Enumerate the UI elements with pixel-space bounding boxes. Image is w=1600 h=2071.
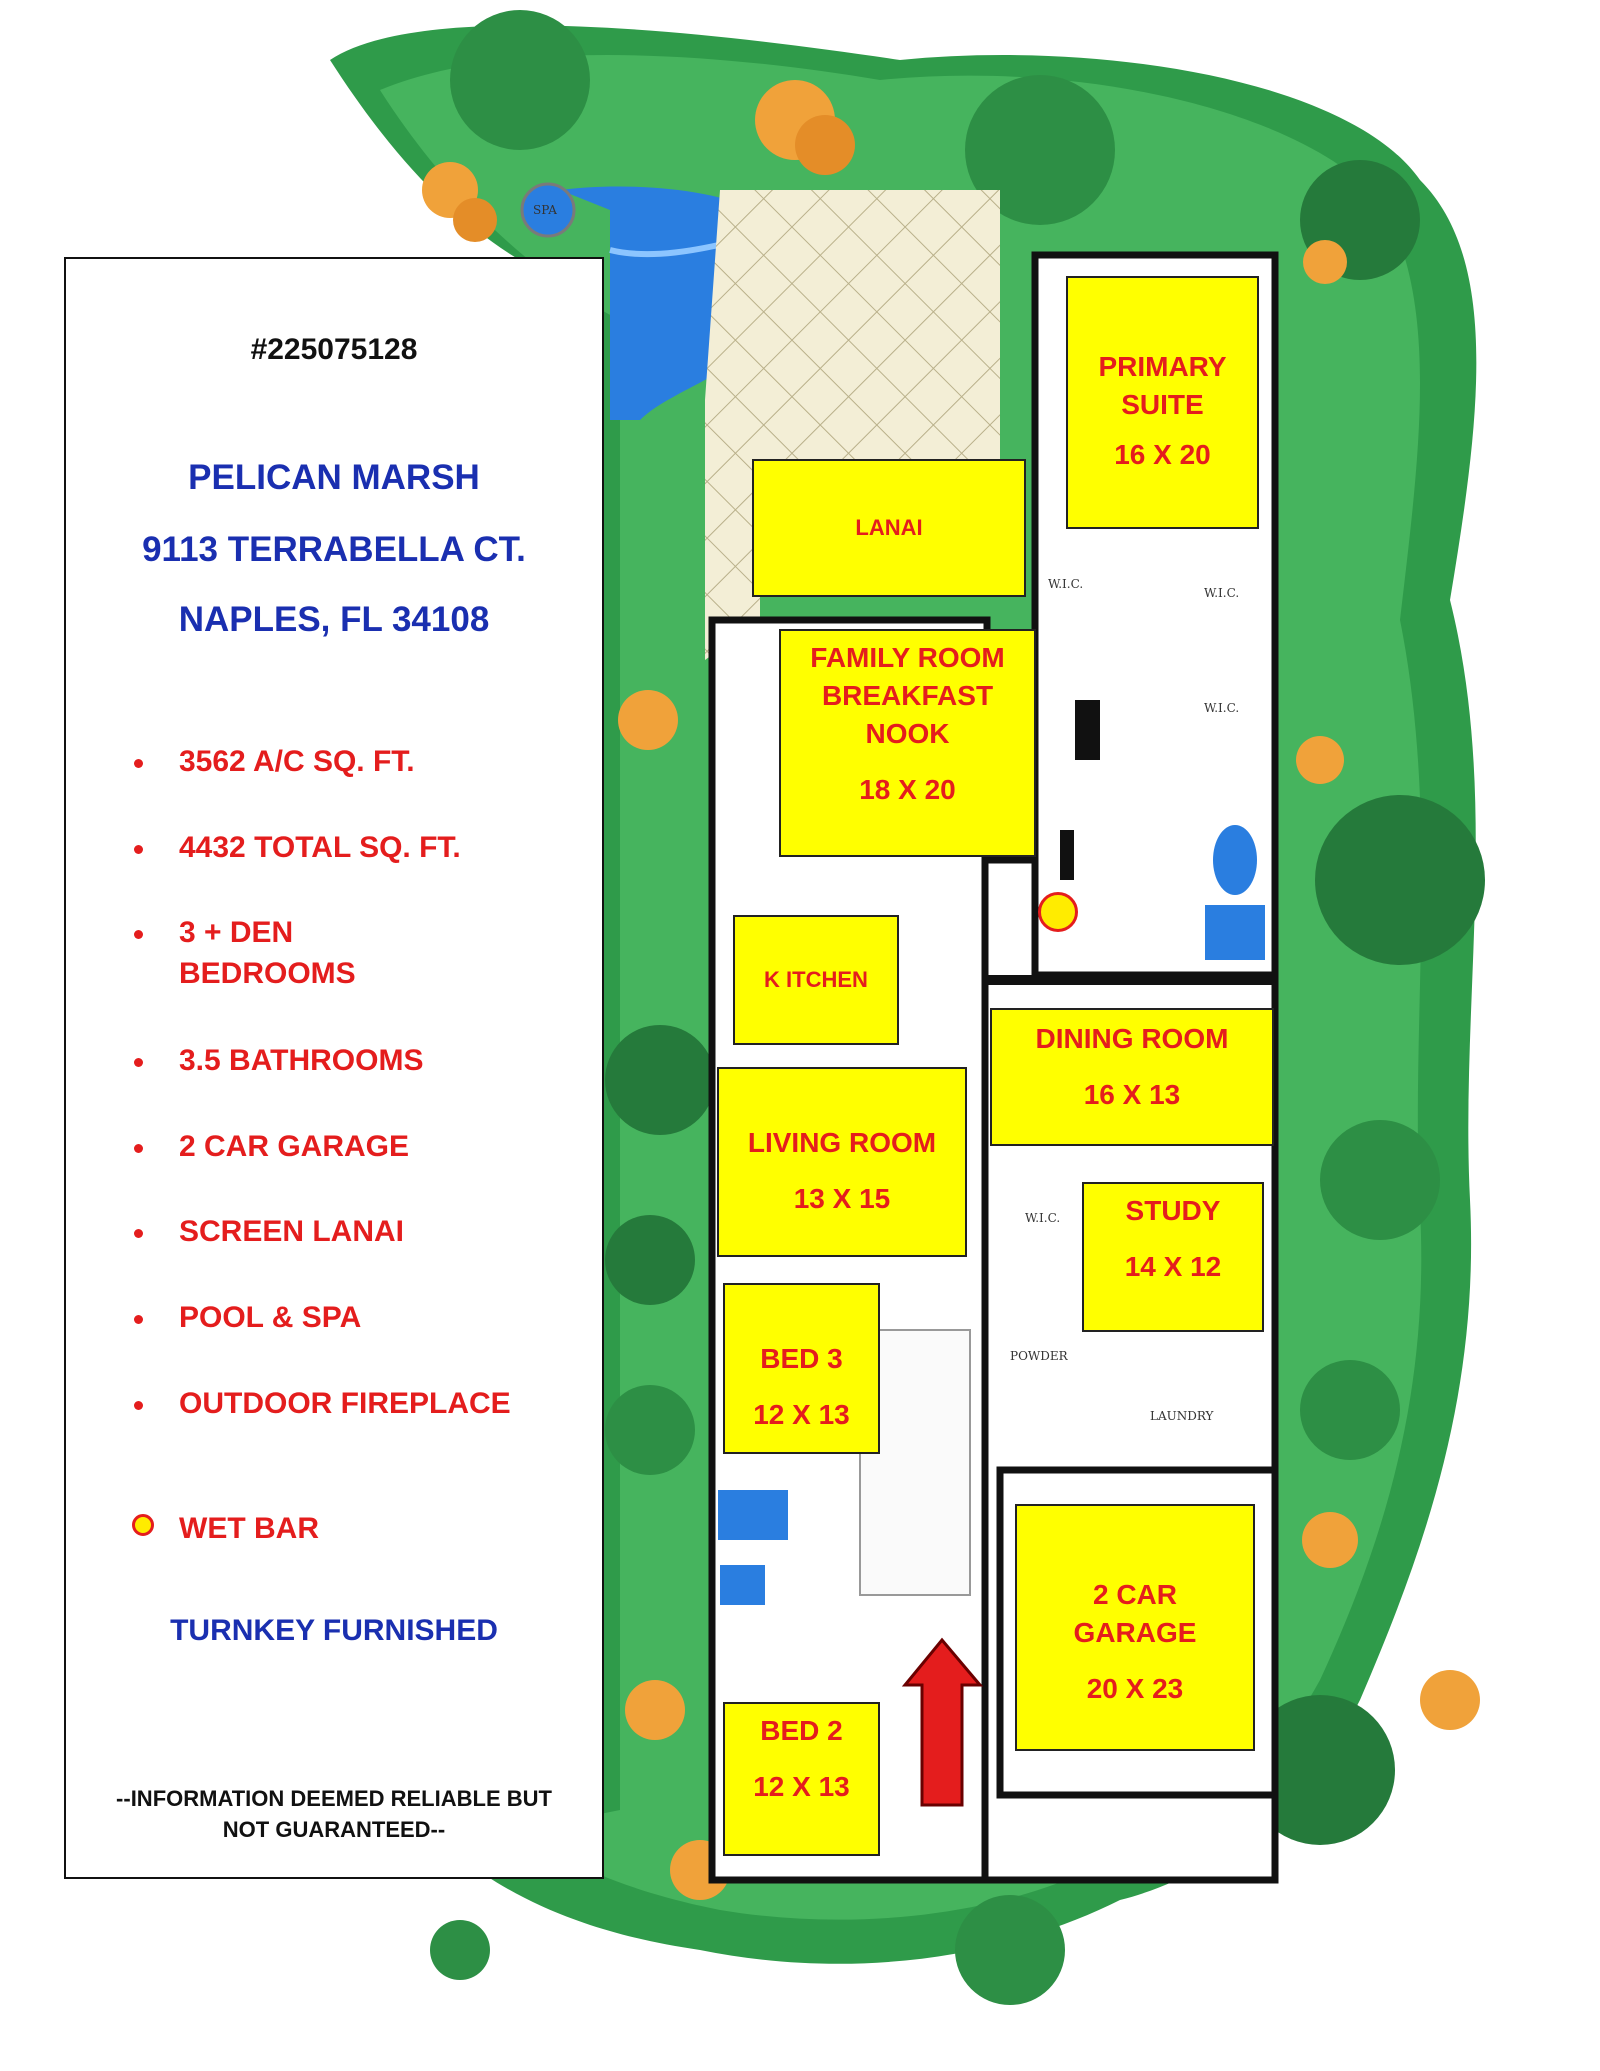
room-primary-suite xyxy=(1066,276,1259,529)
room-family-room xyxy=(779,629,1036,857)
room-bed-2 xyxy=(723,1702,880,1856)
disclaimer: --INFORMATION DEEMED RELIABLE BUT NOT GUARANTEED-- xyxy=(116,1786,552,1842)
room-name: LIVING ROOM xyxy=(747,1127,937,1158)
room-dims: 12 X 13 xyxy=(753,1771,850,1802)
powder-label: POWDER xyxy=(1010,1349,1068,1363)
bullet xyxy=(134,1058,143,1067)
feature-total-sqft: 4432 TOTAL SQ. FT. xyxy=(179,831,461,864)
feature-pool-spa: POOL & SPA xyxy=(179,1301,362,1334)
feature-bedrooms: 3 + DEN BEDROOMS xyxy=(179,916,356,990)
bullet xyxy=(134,1401,143,1410)
feature-lanai: SCREEN LANAI xyxy=(179,1215,405,1248)
feature-fireplace: OUTDOOR FIREPLACE xyxy=(179,1387,511,1420)
room-dims: 16 X 13 xyxy=(1083,1079,1181,1110)
room-name: DINING ROOM xyxy=(1035,1023,1229,1054)
room-name: 2 CAR GARAGE xyxy=(1073,1579,1197,1648)
spa-label: SPA xyxy=(533,203,557,217)
room-dims: 12 X 13 xyxy=(753,1399,850,1430)
bullet xyxy=(134,1144,143,1153)
wic-label-2: W.I.C. xyxy=(1204,586,1240,600)
room-name: STUDY xyxy=(1125,1195,1221,1226)
room-lanai xyxy=(752,459,1026,597)
room-name: BED 2 xyxy=(760,1715,843,1746)
wic-label-1: W.I.C. xyxy=(1048,577,1084,591)
wet-bar-marker-icon xyxy=(132,1514,154,1536)
bullet xyxy=(134,930,143,939)
room-kitchen xyxy=(733,915,899,1045)
bullet xyxy=(134,759,143,768)
room-dims: 13 X 15 xyxy=(793,1183,891,1214)
wic-label-3: W.I.C. xyxy=(1204,701,1240,715)
room-dims: 14 X 12 xyxy=(1124,1251,1222,1282)
room-dims: 16 X 20 xyxy=(1114,439,1211,470)
street-address: 9113 TERRABELLA CT. xyxy=(142,530,526,569)
room-living-room xyxy=(717,1067,967,1257)
room-name: BED 3 xyxy=(760,1343,843,1374)
room-name: LANAI xyxy=(855,515,923,540)
room-dims: 18 X 20 xyxy=(859,774,956,805)
bullet xyxy=(134,845,143,854)
laundry-label: LAUNDRY xyxy=(1150,1409,1214,1423)
feature-garage: 2 CAR GARAGE xyxy=(179,1130,410,1163)
bullet xyxy=(134,1229,143,1238)
community-name: PELICAN MARSH xyxy=(188,458,480,497)
room-dims: 20 X 23 xyxy=(1086,1673,1184,1704)
room-study xyxy=(1082,1182,1264,1332)
wic-label-4: W.I.C. xyxy=(1025,1211,1061,1225)
room-dining-room xyxy=(990,1008,1274,1146)
room-bed-3 xyxy=(723,1283,880,1454)
room-name: FAMILY ROOM BREAKFAST NOOK xyxy=(810,642,1005,749)
room-garage xyxy=(1015,1504,1255,1751)
listing-number: #225075128 xyxy=(250,333,418,366)
room-name: PRIMARY SUITE xyxy=(1098,351,1227,420)
legend-wet-bar: WET BAR xyxy=(179,1512,319,1545)
wet-bar-marker-icon xyxy=(1038,892,1078,932)
feature-ac-sqft: 3562 A/C SQ. FT. xyxy=(179,745,415,778)
turnkey-furnished: TURNKEY FURNISHED xyxy=(170,1614,498,1647)
room-name: K ITCHEN xyxy=(764,967,868,992)
info-panel xyxy=(64,257,604,1879)
city-state-zip: NAPLES, FL 34108 xyxy=(178,600,490,639)
feature-bathrooms: 3.5 BATHROOMS xyxy=(179,1044,424,1077)
bullet xyxy=(134,1315,143,1324)
